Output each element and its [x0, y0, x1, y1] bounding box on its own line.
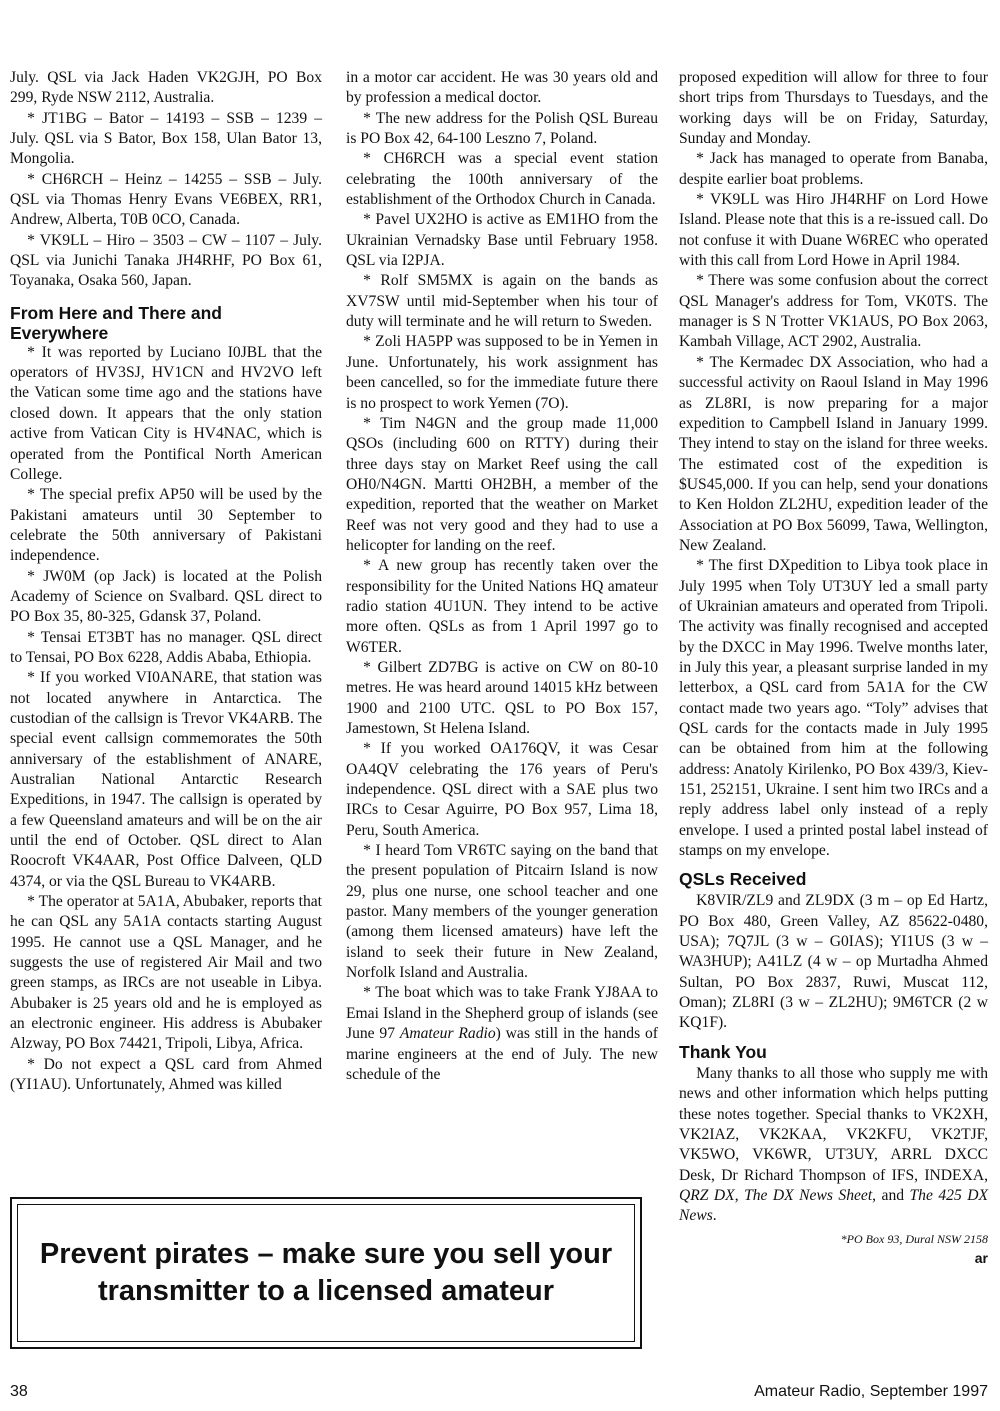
column-2: [346, 68, 658, 1180]
paragraph: * It was reported by Luciano I0JBL that the operators of HV3SJ, HV1CN and HV2VO left the Vatican some time ago and the stations have closed down. It appears that the only station active from Vatican City is HV4NAC, which is operated from the Pontifical North American College.: [10, 343, 322, 483]
section-heading: From Here and There and Everywhere: [10, 302, 222, 343]
paragraph: K8VIR/ZL9 and ZL9DX (3 m – op Ed Hartz, PO Box 480, Green Valley, AZ 85622-0480, USA); 7Q7JL (3 w – G0IAS); YI1US (3 w – WA3HUP); A41LZ (4 w – op Murtadha Ahmed Sultan, PO Box 2837, Ruwi, Muscat 112, Oman); ZL8RI (3 w – ZL2HU); 9M6TCR (2 w KQ1F).: [679, 892, 988, 1032]
advertisement-box: [10, 1197, 642, 1349]
paragraph: * CH6RCH was a special event station celebrating the 100th anniversary of the establishment of the Orthodox Church in Canada.: [346, 150, 658, 209]
column-3: [679, 68, 988, 1388]
paragraph: * VK9LL – Hiro – 3503 – CW – 1107 – July. QSL via Junichi Tanaka JH4RHF, PO Box 61, Toyanaka, Osaka 560, Japan.: [10, 231, 322, 290]
paragraph: * CH6RCH – Heinz – 14255 – SSB – July. QSL via Thomas Henry Evans VE6BEX, RR1, Andrew, Alberta, T0B 0CO, Canada.: [10, 170, 322, 229]
column-1: [10, 68, 322, 1180]
publication-title: The DX News Sheet: [744, 1186, 873, 1204]
paragraph: [679, 1064, 988, 1227]
paragraph: [346, 983, 658, 1085]
paragraph: * Tensai ET3BT has no manager. QSL direct to Tensai, PO Box 6228, Addis Ababa, Ethiopia.: [10, 628, 322, 666]
text-run: .: [712, 1207, 717, 1225]
paragraph: * Zoli HA5PP was supposed to be in Yemen in June. Unfortunately, his work assignment has been cancelled, so for the immediate future there is no prospect to work Yemen (7O).: [346, 333, 658, 412]
paragraph: * Gilbert ZD7BG is active on CW on 80-10 metres. He was heard around 14015 kHz between 1900 and 2100 UTC. QSL to PO Box 157, Jamestown, St Helena Island.: [346, 658, 658, 737]
paragraph: * There was some confusion about the correct QSL Manager's address for Tom, VK0TS. The manager is S N Trotter VK1AUS, PO Box 2063, Kambah Village, ACT 2902, Australia.: [679, 272, 988, 351]
paragraph: * Tim N4GN and the group made 11,000 QSOs (including 600 on RTTY) during their three days stay on Market Reef using the call OH0/N4GN. Martti OH2BH, a member of the expedition, reported that the weather on Market Reef was not very good and they had to use a helicopter for landing on the reef.: [346, 414, 658, 554]
paragraph: * Jack has managed to operate from Banaba, despite earlier boat problems.: [679, 150, 988, 188]
paragraph: July. QSL via Jack Haden VK2GJH, PO Box 299, Ryde NSW 2112, Australia.: [10, 69, 322, 107]
paragraph: * If you worked OA176QV, it was Cesar OA4QV celebrating the 176 years of Peru's independence. QSL direct with a SAE plus two IRCs to Cesar Aguirre, PO Box 957, Lima 18, Peru, South America.: [346, 740, 658, 839]
advertisement-text: Prevent pirates – make sure you sell your transmitter to a licensed amateur: [39, 1238, 613, 1307]
paragraph: * The special prefix AP50 will be used by the Pakistani amateurs until 30 September to celebrate the 50th anniversary of Pakistani independence.: [10, 486, 322, 565]
paragraph: proposed expedition will allow for three to four short trips from Thursdays to Tuesdays, and the working days will be on Friday, Saturday, Sunday and Monday.: [679, 69, 988, 148]
section-heading: Thank You: [679, 1041, 767, 1062]
paragraph: * VK9LL was Hiro JH4RHF on Lord Howe Island. Please note that this is a re-issued call. Do not confuse it with Duane W6REC who operated with this call from Lord Howe in April 1984.: [679, 191, 988, 270]
end-mark: ar: [974, 1249, 988, 1266]
text-run: , and: [872, 1186, 910, 1204]
paragraph: * The new address for the Polish QSL Bureau is PO Box 42, 64-100 Leszno 7, Poland.: [346, 109, 658, 148]
author-address: *PO Box 93, Dural NSW 2158: [840, 1231, 988, 1246]
text-run: * The boat which was to take Frank YJ8AA to Emai Island in the Shepherd group of islands (see June 97: [346, 984, 658, 1043]
section-heading: QSLs Received: [679, 869, 807, 890]
paragraph: * The Kermadec DX Association, who had a successful activity on Raoul Island in May 1996 as ZL8RI, is now preparing for a major expedition to Campbell Island in January 1999. They intend to stay on the island for three weeks. The estimated cost of the expedition is $US45,000. If you can help, send your donations to Ken Holdon ZL2HU, expedition leader of the Association at PO Box 56099, Tawa, Wellington, New Zealand.: [679, 353, 988, 554]
publication-footer: Amateur Radio, September 1997: [754, 1383, 988, 1400]
publication-title: Amateur Radio: [399, 1025, 496, 1043]
paragraph: * JW0M (op Jack) is located at the Polish Academy of Science on Svalbard. QSL direct to PO Box 35, 80-325, Gdansk 37, Poland.: [10, 567, 322, 626]
paragraph: * Rolf SM5MX is again on the bands as XV7SW until mid-September when his tour of duty will terminate and he will return to Sweden.: [346, 272, 658, 331]
paragraph: in a motor car accident. He was 30 years old and by profession a medical doctor.: [346, 69, 658, 107]
text-run: ,: [734, 1186, 745, 1204]
paragraph: * The operator at 5A1A, Abubaker, reports that he can QSL any 5A1A contacts starting August 1995. He cannot use a QSL Manager, and he suggests the use of registered Air Mail and two green stamps, as IRCs are not useable in Libya. Abubaker is 25 years old and he is employed as an electronic engineer. His address is Abubaker Alzway, PO Box 74421, Tripoli, Libya, Africa.: [10, 893, 323, 1053]
page-number: 38: [10, 1383, 28, 1400]
paragraph: * JT1BG – Bator – 14193 – SSB – 1239 – July. QSL via S Bator, Box 158, Ulan Bator 13, Mongolia.: [10, 109, 322, 168]
publication-title: The 425 DX News: [679, 1186, 988, 1225]
paragraph: * Do not expect a QSL card from Ahmed (YI1AU). Unfortunately, Ahmed was killed: [10, 1055, 322, 1094]
text-run: Many thanks to all those who supply me with news and other information which helps putting these notes together. Special thanks to VK2XH, VK2IAZ, VK2KAA, VK2KFU, VK2TJF, VK5WO, VK6WR, UT3UY, ARRL DXCC Desk, Dr Richard Thompson of IFS, INDEXA,: [679, 1064, 988, 1184]
paragraph: * Pavel UX2HO is active as EM1HO from the Ukrainian Vernadsky Base until February 1958. QSL via I2PJA.: [346, 211, 658, 270]
text-run: ) was still in the hands of marine engineers at the end of July. The new schedule of the: [346, 1025, 658, 1083]
paragraph: * The first DXpedition to Libya took place in July 1995 when Toly UT3UY led a small party of Ukrainian amateurs and operated from Tripoli. The activity was finally recognised and accepted by the DXCC in May 1996. Twelve months later, in July this year, a pleasant surprise landed in my letterbox, a QSL card from 5A1A for the CW contact made two years ago. “Toly” advises that QSL cards for the contacts made in July 1995 can be obtained from him at the following address: Anatoly Kirilenko, PO Box 439/3, Kiev-151, 252151, Ukraine. I sent him two IRCs and a reply address label only instead of a reply envelope. I used a printed postal label instead of stamps on my envelope.: [679, 557, 988, 860]
paragraph: * If you worked VI0ANARE, that station was not located anywhere in Antarctica. The custodian of the callsign is Trevor VK4ARB. The special event callsign commemorates the 50th anniversary of the establishment of ANARE, Australian National Antarctic Research Expeditions, in 1947. The callsign is operated by a few Queensland amateurs and will be on the air until the end of October. QSL direct to Alan Roocroft VK4AAR, Post Office Dalveen, QLD 4374, or via the QSL Bureau to VK4ARB.: [10, 669, 322, 890]
publication-title: QRZ DX: [679, 1186, 735, 1204]
paragraph: * A new group has recently taken over the responsibility for the United Nations HQ amateur radio station 4U1UN. They intend to be active more often. QSLs as from 1 April 1997 go to W6TER.: [346, 557, 658, 656]
paragraph: * I heard Tom VR6TC saying on the band that the present population of Pitcairn Island is now 29, plus one nurse, one school teacher and one pastor. Many members of the younger generation (among them licensed amateurs) have left the island to seek their future in New Zealand, Norfolk Island and Australia.: [346, 842, 658, 982]
advertisement-inner-frame: [17, 1204, 635, 1342]
